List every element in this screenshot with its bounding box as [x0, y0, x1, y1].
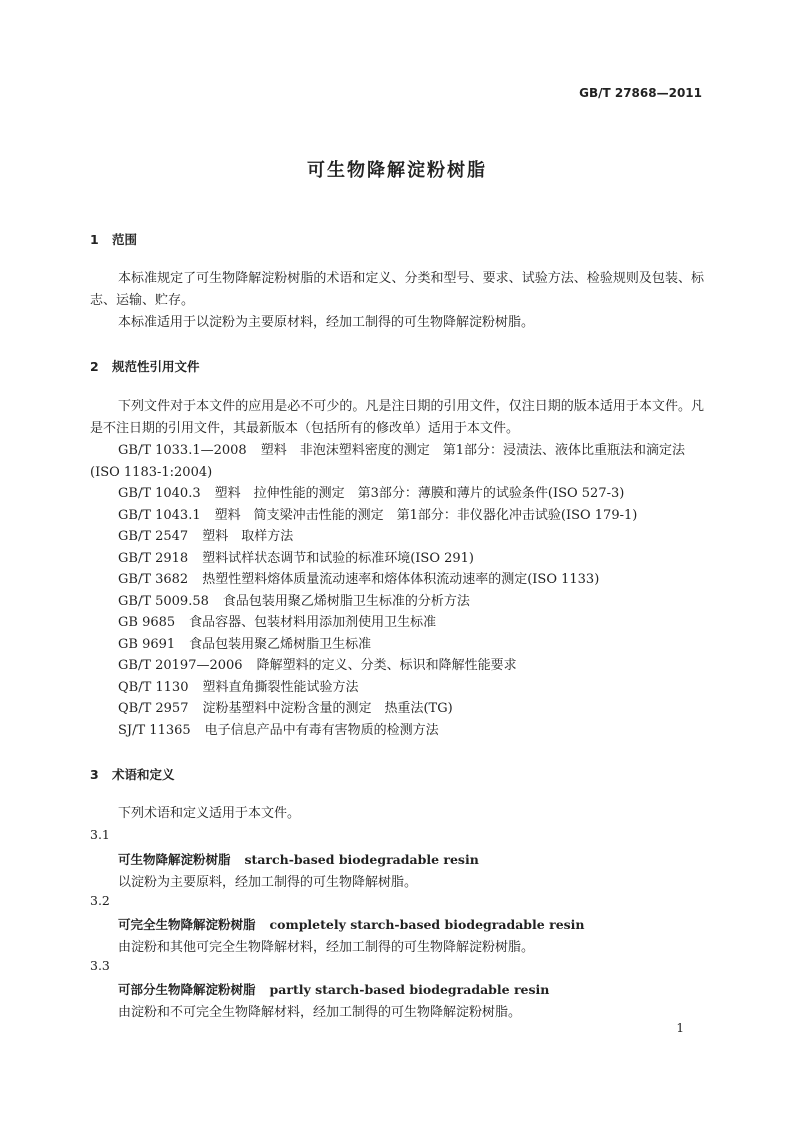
- section-number: 3: [90, 767, 99, 782]
- reference-item: [90, 526, 704, 548]
- reference-item: [90, 720, 704, 742]
- section-number: 2: [90, 359, 99, 374]
- standard-code: GB/T 27868—2011: [579, 86, 702, 100]
- reference-title: 塑料 取样方法: [202, 529, 294, 544]
- reference-item: [90, 440, 704, 462]
- term-number: 3.1: [90, 827, 110, 842]
- reference-title: 塑料试样状态调节和试验的标准环境(ISO 291): [202, 550, 475, 566]
- reference-code: GB/T 2918: [118, 550, 189, 566]
- term-cn: 可生物降解淀粉树脂: [118, 852, 231, 867]
- term-heading: [118, 850, 479, 868]
- term-number: 3.3: [90, 958, 110, 973]
- section-1-heading: [90, 230, 137, 248]
- reference-code: QB/T 1130: [118, 679, 189, 695]
- reference-title: 电子信息产品中有毒有害物质的检测方法: [204, 722, 439, 738]
- term-cn: 可完全生物降解淀粉树脂: [118, 917, 256, 932]
- reference-item: [90, 505, 704, 527]
- reference-title: 降解塑料的定义、分类、标识和降解性能要求: [256, 658, 517, 673]
- reference-code: GB/T 1033.1—2008: [118, 443, 247, 458]
- terms-intro: 下列术语和定义适用于本文件。: [118, 806, 301, 821]
- reference-title: 热塑性塑料熔体质量流动速率和熔体体积流动速率的测定(ISO 1133): [202, 572, 600, 587]
- reference-title: 塑料 简支梁冲击性能的测定 第1部分：非仪器化冲击试验(ISO 179-1): [214, 507, 638, 523]
- reference-code: GB 9691: [118, 636, 176, 652]
- reference-title: 淀粉基塑料中淀粉含量的测定 热重法(TG): [202, 701, 453, 716]
- reference-code: GB 9685: [118, 615, 176, 630]
- reference-code: GB/T 5009.58: [118, 593, 209, 609]
- term-en: completely starch-based biodegradable resin: [269, 917, 585, 932]
- reference-code: GB/T 20197—2006: [118, 658, 243, 673]
- section-title: 范围: [112, 232, 138, 247]
- normative-reference-list: [90, 440, 704, 741]
- document-title: 可生物降解淀粉树脂: [307, 160, 487, 181]
- reference-item: [90, 483, 704, 505]
- reference-item: [90, 655, 704, 677]
- term-cn: 可部分生物降解淀粉树脂: [118, 982, 256, 997]
- term-definition: 以淀粉为主要原料，经加工制得的可生物降解树脂。: [118, 875, 418, 890]
- scope-paragraph-1: 本标准规定了可生物降解淀粉树脂的术语和定义、分类和型号、要求、试验方法、检验规则及包装、标志、运输、贮存。: [90, 271, 704, 308]
- reference-title: 塑料直角撕裂性能试验方法: [202, 679, 359, 695]
- section-title: 规范性引用文件: [112, 359, 200, 374]
- section-2-heading: [90, 357, 200, 375]
- reference-title: (ISO 1183-1:2004): [90, 464, 213, 480]
- term-heading: [118, 915, 585, 933]
- reference-item: [90, 569, 704, 591]
- term-heading: [118, 980, 549, 998]
- section-number: 1: [90, 232, 99, 247]
- reference-code: SJ/T 11365: [118, 722, 191, 738]
- reference-code: QB/T 2957: [118, 701, 189, 716]
- reference-code: GB/T 1040.3: [118, 486, 201, 501]
- reference-code: GB/T 3682: [118, 572, 189, 587]
- reference-title: 塑料 非泡沫塑料密度的测定 第1部分：浸渍法、液体比重瓶法和滴定法: [260, 443, 685, 458]
- reference-title: 食品包装用聚乙烯树脂卫生标准: [189, 636, 372, 652]
- reference-item: [90, 548, 704, 570]
- section-3-heading: [90, 765, 175, 783]
- reference-item: [90, 591, 704, 613]
- reference-title: 食品包装用聚乙烯树脂卫生标准的分析方法: [222, 593, 470, 609]
- reference-code: GB/T 2547: [118, 529, 189, 544]
- reference-title: 食品容器、包装材料用添加剂使用卫生标准: [189, 615, 437, 630]
- term-definition: 由淀粉和其他可完全生物降解材料，经加工制得的可生物降解淀粉树脂。: [118, 940, 535, 955]
- reference-title: 塑料 拉伸性能的测定 第3部分：薄膜和薄片的试验条件(ISO 527-3): [214, 486, 625, 501]
- reference-item: [90, 698, 704, 720]
- term-definition: 由淀粉和不可完全生物降解材料，经加工制得的可生物降解淀粉树脂。: [118, 1005, 522, 1020]
- reference-code: GB/T 1043.1: [118, 507, 201, 523]
- reference-item: [90, 462, 704, 484]
- scope-paragraph-2: 本标准适用于以淀粉为主要原材料，经加工制得的可生物降解淀粉树脂。: [118, 315, 535, 330]
- reference-item: [90, 612, 704, 634]
- term-number: 3.2: [90, 893, 110, 908]
- page-number: 1: [676, 1021, 684, 1035]
- reference-item: [90, 677, 704, 699]
- reference-item: [90, 634, 704, 656]
- references-intro: 下列文件对于本文件的应用是必不可少的。凡是注日期的引用文件，仅注日期的版本适用于本文件。凡是不注日期的引用文件，其最新版本（包括所有的修改单）适用于本文件。: [90, 399, 704, 436]
- section-title: 术语和定义: [112, 767, 175, 782]
- term-en: starch-based biodegradable resin: [244, 852, 479, 867]
- term-en: partly starch-based biodegradable resin: [269, 982, 550, 997]
